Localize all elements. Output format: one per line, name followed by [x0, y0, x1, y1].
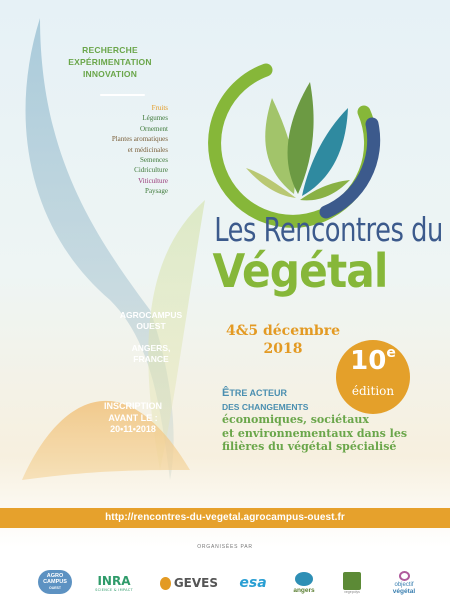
sector-item: Cidriculture: [134, 166, 168, 175]
inscription-line-1: INSCRIPTION: [103, 401, 162, 411]
topic-innovation: INNOVATION: [82, 69, 138, 79]
dates-line-2: 2018: [263, 341, 303, 357]
subtitle-line-5: filières du végétal spécialisé: [222, 440, 397, 454]
registration-deadline: [92, 401, 174, 436]
inscription-line-2: AVANT LE :: [108, 412, 158, 423]
sector-item: Ornement: [140, 124, 168, 133]
venue-line-2: OUEST: [136, 321, 166, 331]
objectif-vegetal-logo[interactable]: objectif végétal: [384, 571, 424, 595]
inra-logo[interactable]: INRA SCIENCE & IMPACT: [95, 574, 133, 592]
vegepolys-square-icon: [343, 572, 361, 590]
title-line-2: Végétal: [212, 244, 388, 298]
sector-item: Légumes: [142, 114, 168, 123]
event-dates: [220, 322, 346, 358]
topic-experimentation: EXPÉRIMENTATION: [68, 57, 152, 67]
venue: [112, 310, 190, 365]
subtitle-line-2: DES CHANGEMENTS: [222, 402, 309, 412]
edition-badge: [336, 340, 410, 414]
vegepolys-logo[interactable]: vegepolys: [336, 571, 368, 595]
inscription-date: 20•11•2018: [110, 424, 156, 435]
title-line-1: Les Rencontres du: [214, 210, 443, 249]
emblem-logo: [206, 62, 382, 228]
geves-logo[interactable]: GEVES: [160, 571, 218, 595]
objectif-circle-icon: [399, 571, 410, 581]
edition-number: 10e: [350, 345, 396, 376]
subtitle-body: [222, 413, 422, 454]
sector-item: Fruits: [151, 104, 168, 112]
edition-label: édition: [351, 384, 395, 398]
edition-suffix: e: [386, 345, 396, 361]
agrocampus-logo[interactable]: AGRO CAMPUS OUEST: [38, 570, 72, 594]
subtitle-line-1: ÊTRE ACTEUR: [222, 387, 288, 399]
subtitle-line-3: économiques, sociétaux: [222, 413, 369, 426]
venue-line-1: AGROCAMPUS: [119, 310, 183, 320]
sector-item: Plantes aromatiques: [111, 135, 168, 144]
angers-ua-icon: [295, 572, 313, 586]
geves-dot-icon: [160, 577, 171, 590]
sector-item: Semences: [140, 156, 168, 165]
esa-logo[interactable]: esa: [239, 575, 267, 591]
venue-line-4: FRANCE: [133, 354, 169, 364]
dates-line-1: 4&5 décembre: [225, 323, 340, 339]
sectors-list: [90, 103, 168, 197]
event-url-link[interactable]: http://rencontres-du-vegetal.agrocampus-ouest.fr: [105, 512, 345, 523]
sector-item: et médicinales: [127, 145, 168, 154]
topics-divider: [100, 94, 145, 96]
angers-university-logo[interactable]: angers: [284, 571, 324, 595]
sector-item: Viticulture: [138, 176, 168, 185]
topics-list: [60, 44, 160, 80]
topic-research: RECHERCHE: [82, 45, 138, 55]
organized-by-label: ORGANISÉES PAR: [197, 544, 253, 550]
venue-line-3: ANGERS,: [131, 343, 171, 353]
subtitle-line-4: et environnementaux dans les: [222, 426, 408, 440]
sector-item: Paysage: [145, 187, 168, 196]
